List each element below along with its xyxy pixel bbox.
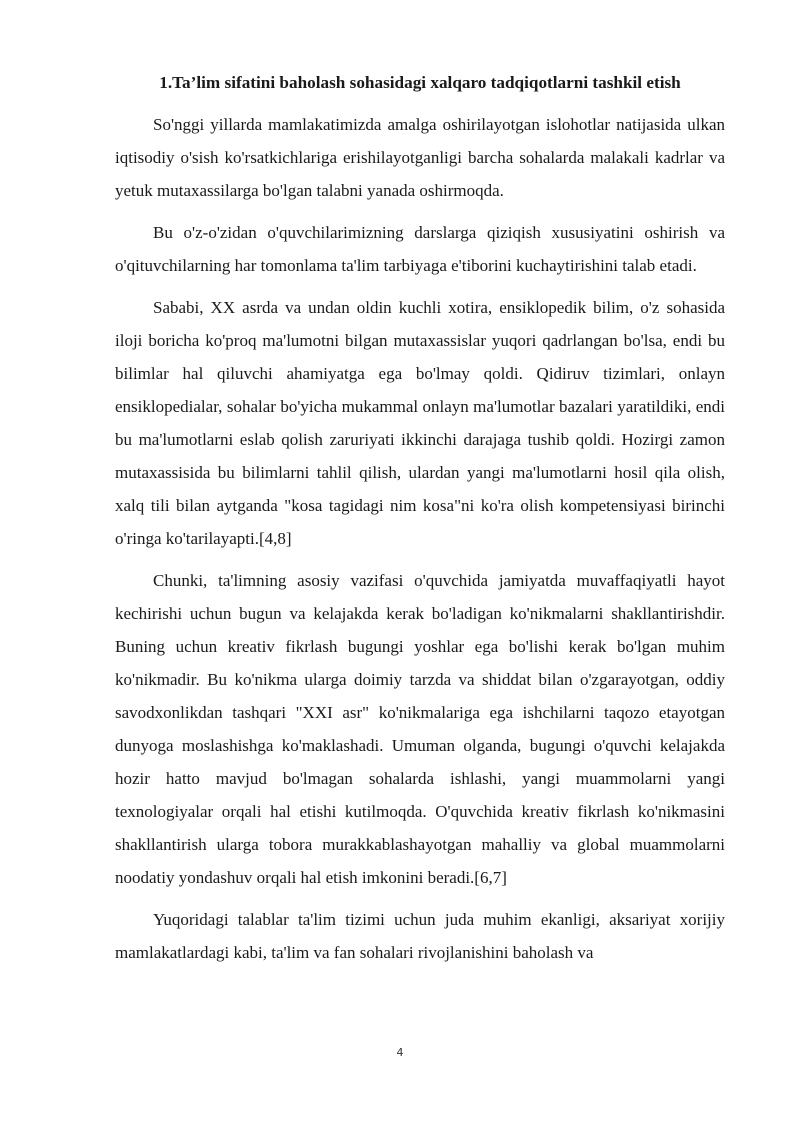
paragraph-3: Sababi, XX asrda va undan oldin kuchli xotira, ensiklopedik bilim, o'z sohasida iloji boricha ko'proq ma'lumotni bilgan mutaxassislar yuqori qadrlangan bo'lsa, endi bu bilimlar hal qiluvchi ahamiyatga ega bo'lmay qoldi. Qidiruv tizimlari, onlayn ensiklopedialar, sohalar bo'yicha mukammal onlayn ma'lumotlar bazalari yaratildiki, endi bu ma'lumotlarni eslab qolish zaruriyati ikkinchi darajaga tushib qoldi. Hozirgi zamon mutaxassisida bu bilimlarni tahlil qilish, ulardan yangi ma'lumotlarni hosil qila olish, xalq tili bilan aytganda "kosa tagidagi nim kosa"ni ko'ra olish kompetensiyasi birinchi o'ringa ko'tarilayapti.[4,8] xyxy=(115,298,725,548)
paragraph-1: So'nggi yillarda mamlakatimizda amalga oshirilayotgan islohotlar natijasida ulkan iqtisodiy o'sish ko'rsatkichlariga erishilayotganligi barcha sohalarda malakali kadrlar va yetuk mutaxassilarga bo'lgan talabni yanada oshirmoqda. xyxy=(115,115,725,200)
paragraph-4: Chunki, ta'limning asosiy vazifasi o'quvchida jamiyatda muvaffaqiyatli hayot kechirishi uchun bugun va kelajakda kerak bo'ladigan ko'nikmalarni shakllantirishdir. Buning uchun kreativ fikrlash bugungi yoshlar ega bo'lishi kerak bo'lgan muhim ko'nikmadir. Bu ko'nikma ularga doimiy tarzda va shiddat bilan o'zgarayotgan, oddiy savodxonlikdan tashqari "XXI asr" ko'nikmalariga ega ishchilarni taqozo etayotgan dunyoga moslashishga ko'maklashadi. Umuman olganda, bugungi o'quvchi kelajakda hozir hatto mavjud bo'lmagan sohalarda ishlashi, yangi muammolarni yangi texnologiyalar orqali hal etishi kutilmoqda. O'quvchida kreativ fikrlash ko'nikmasini shakllantirish ularga tobora murakkablashayotgan mahalliy va global muammolarni noodatiy yondashuv orqali hal etish imkonini beradi.[6,7] xyxy=(115,571,725,887)
page-number: 4 xyxy=(396,1046,404,1059)
section-heading: 1.Ta’lim sifatini baholash sohasidagi xalqaro tadqiqotlarni tashkil etish xyxy=(159,73,681,92)
body-text xyxy=(115,108,725,978)
paragraph-5: Yuqoridagi talablar ta'lim tizimi uchun juda muhim ekanligi, aksariyat xorijiy mamlakatlardagi kabi, ta'lim va fan sohalari rivojlanishini baholash va xyxy=(115,910,725,962)
paragraph-2: Bu o'z-o'zidan o'quvchilarimizning darslarga qiziqish xususiyatini oshirish va o'qituvchilarning har tomonlama ta'lim tarbiyaga e'tiborini kuchaytirishini talab etadi. xyxy=(115,223,725,275)
